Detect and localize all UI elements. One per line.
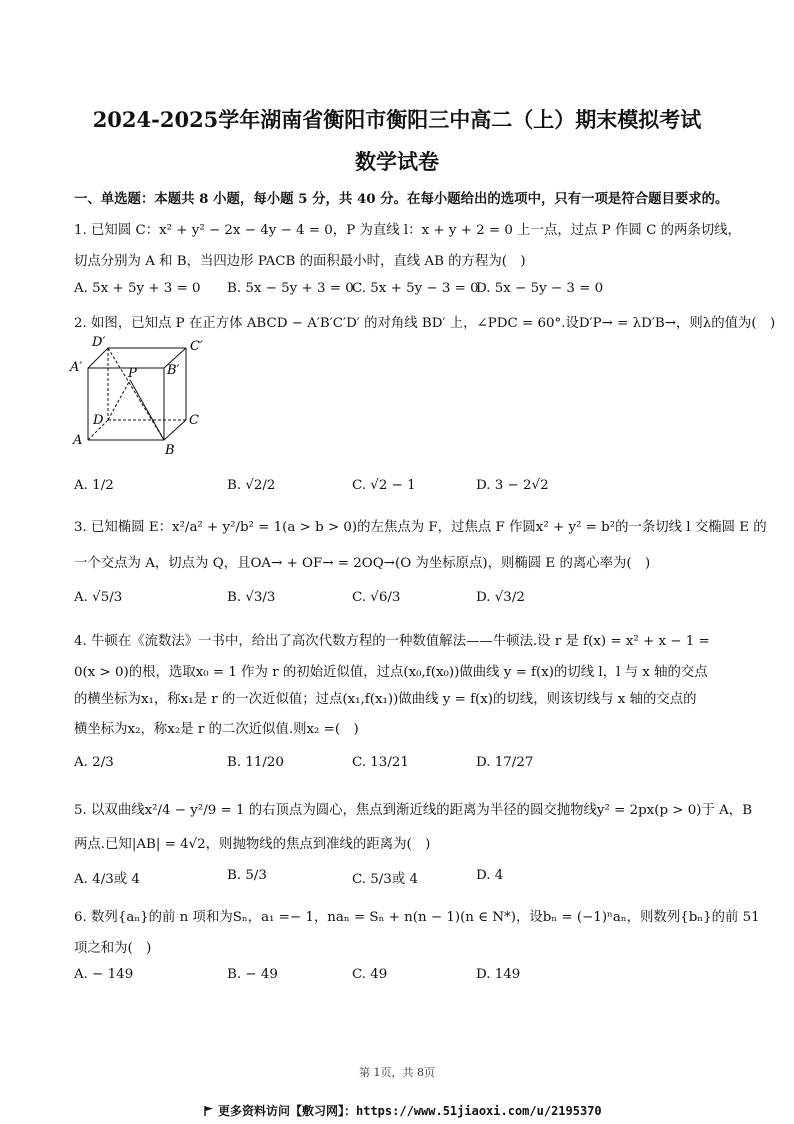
q2-option-a: A. 1/2 [74, 478, 114, 493]
q1-option-d: D. 5x − 5y − 3 = 0 [476, 281, 604, 296]
q3-text-line1: 3. 已知椭圆 E：x²/a² + y²/b² = 1(a > b > 0)的左焦点为 F，过焦点 F 作圆x² + y² = b²的一条切线 l 交椭圆 E 的 [74, 520, 767, 535]
page-footer: 第 1页，共 8页 [359, 1066, 435, 1079]
section-heading: 一、单选题：本题共 8 小题，每小题 5 分，共 40 分。在每小题给出的选项中，只有一项是符合题目要求的。 [74, 191, 729, 207]
label-cprime: C′ [190, 339, 203, 354]
diagonal-dprime-b [108, 348, 164, 440]
q5-option-d: D. 4 [476, 868, 504, 883]
promo-banner[interactable] [204, 1102, 602, 1119]
q6-text-line1: 6. 数列{aₙ}的前 n 项和为Sₙ，a₁ =− 1，naₙ = Sₙ + n(n − 1)(n ∈ N*)，设bₙ = (−1)ⁿaₙ，则数列{bₙ}的前 51 [74, 910, 760, 925]
label-d: D [93, 413, 104, 428]
label-aprime: A′ [70, 360, 83, 375]
q3-option-b: B. √3/3 [227, 590, 276, 605]
q1-option-c: C. 5x + 5y − 3 = 0 [352, 281, 479, 296]
q1-text-line1: 1. 已知圆 C：x² + y² − 2x − 4y − 4 = 0，P 为直线 l：x + y + 2 = 0 上一点，过点 P 作圆 C 的两条切线， [74, 223, 741, 238]
edge-b-c [164, 420, 186, 440]
q2-text-line1: 2. 如图，已知点 P 在正方体 ABCD − A′B′C′D′ 的对角线 BD′ 上，∠PDC = 60°.设D′P→ = λD′B→，则λ的值为( ) [74, 316, 776, 331]
q5-option-b: B. 5/3 [227, 868, 267, 883]
flag-icon [204, 1106, 214, 1116]
exam-subject: 数学试卷 [355, 149, 439, 174]
exam-title: 2024-2025学年湖南省衡阳市衡阳三中高二（上）期末模拟考试 [92, 107, 702, 132]
q1-text-line2: 切点分别为 A 和 B，当四边形 PACB 的面积最小时，直线 AB 的方程为( ) [74, 254, 526, 269]
label-bprime: B′ [167, 363, 180, 378]
q5-text-line1: 5. 以双曲线x²/4 − y²/9 = 1 的右顶点为圆心，焦点到渐近线的距离为半径的圆交抛物线y² = 2px(p > 0)于 A，B [74, 803, 753, 818]
q4-option-b: B. 11/20 [227, 755, 284, 770]
promo-banner-text: 更多资料访问【敷习网】：https://www.51jiaoxi.com/u/2195370 [218, 1104, 602, 1118]
q6-option-a: A. − 149 [74, 967, 134, 982]
q4-text-line1: 4. 牛顿在《流数法》一书中，给出了高次代数方程的一种数值解法——牛顿法.设 r 是 f(x) = x² + x − 1 = [74, 634, 710, 649]
label-p: P [128, 366, 137, 381]
edge-aprime-dprime [88, 348, 108, 368]
cube-figure [68, 334, 218, 460]
q6-option-d: D. 149 [476, 967, 521, 982]
q4-text-line2: 0(x > 0)的根，选取x₀ = 1 作为 r 的初始近似值，过点(x₀,f(x₀))做曲线 y = f(x)的切线 l，l 与 x 轴的交点 [74, 665, 708, 680]
q3-text-line2: 一个交点为 A，切点为 Q，且OA→ + OF→ = 2OQ→(O 为坐标原点)，则椭圆 E 的离心率为( ) [74, 556, 651, 571]
label-c: C [189, 413, 199, 428]
q3-option-c: C. √6/3 [352, 590, 401, 605]
label-dprime: D′ [92, 335, 106, 350]
segment-d-p [108, 380, 130, 420]
q3-option-d: D. √3/2 [476, 590, 525, 605]
q6-option-c: C. 49 [352, 967, 388, 982]
q5-option-c: C. 5/3或 4 [352, 872, 418, 887]
q4-text-line4: 横坐标为x₂，称x₂是 r 的二次近似值.则x₂ =( ) [74, 722, 359, 737]
q6-text-line2: 项之和为( ) [74, 941, 152, 956]
q4-text-line3: 的横坐标为x₁，称x₁是 r 的一次近似值；过点(x₁,f(x₁))做曲线 y = f(x)的切线，则该切线与 x 轴的交点的 [74, 692, 697, 707]
q2-option-d: D. 3 − 2√2 [476, 478, 549, 493]
q2-option-b: B. √2/2 [227, 478, 276, 493]
q1-option-a: A. 5x + 5y + 3 = 0 [74, 281, 201, 296]
segment-p-b [130, 380, 164, 440]
q4-option-a: A. 2/3 [74, 755, 114, 770]
q4-option-c: C. 13/21 [352, 755, 409, 770]
label-a: A [73, 433, 83, 448]
label-b: B [165, 443, 175, 458]
q1-option-b: B. 5x − 5y + 3 = 0 [227, 281, 354, 296]
q5-option-a: A. 4/3或 4 [74, 872, 140, 887]
q2-option-c: C. √2 − 1 [352, 478, 416, 493]
q3-option-a: A. √5/3 [74, 590, 123, 605]
q6-option-b: B. − 49 [227, 967, 278, 982]
q5-text-line2: 两点.已知|AB| = 4√2，则抛物线的焦点到准线的距离为( ) [74, 837, 431, 852]
q4-option-d: D. 17/27 [476, 755, 534, 770]
